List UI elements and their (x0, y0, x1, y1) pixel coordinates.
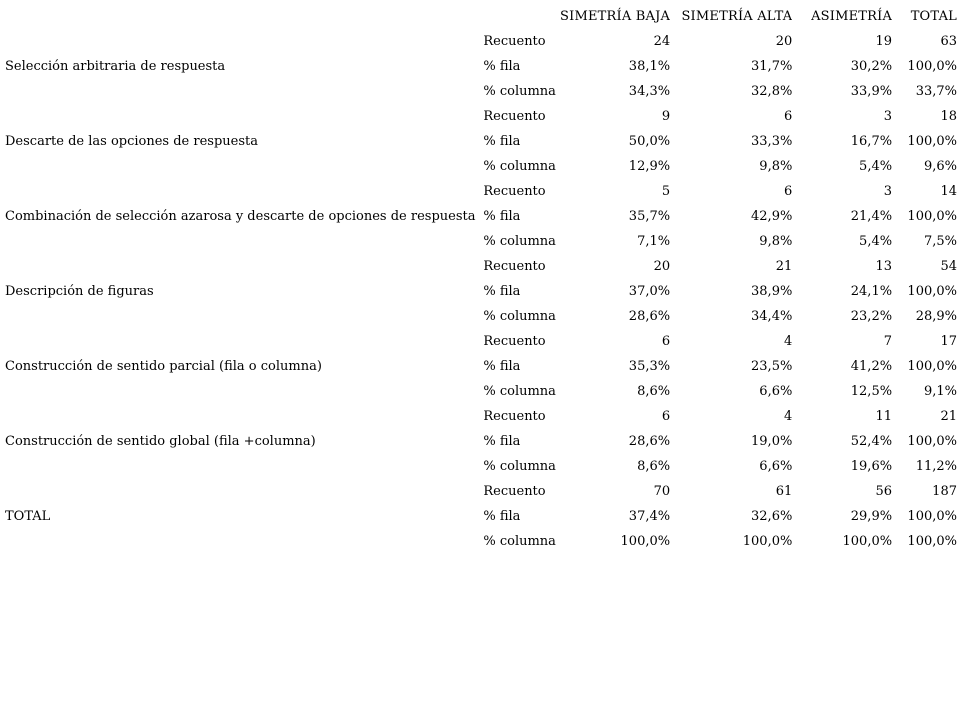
stat-label: % fila (483, 209, 521, 224)
cell-total: 100,0% (907, 359, 957, 374)
cell-simetria-baja: 6 (661, 409, 671, 424)
cell-simetria-baja: 24 (653, 34, 671, 49)
cell-simetria-baja: 7,1% (637, 234, 671, 249)
cell-total: 11,2% (915, 459, 957, 474)
table-row (5, 479, 957, 504)
cell-simetria-baja: 34,3% (628, 84, 671, 99)
cell-total: 54 (940, 259, 957, 274)
header-simetria-alta: SIMETRÍA ALTA (681, 9, 793, 24)
cell-asimetria: 11 (875, 409, 893, 424)
cell-total: 100,0% (907, 284, 957, 299)
category-spacer (5, 79, 483, 104)
cell-simetria-alta: 4 (784, 409, 793, 424)
cell-asimetria: 33,9% (850, 84, 893, 99)
stat-label: Recuento (483, 259, 546, 274)
stat-label: % columna (483, 309, 556, 324)
cell-asimetria: 41,2% (850, 359, 893, 374)
cell-asimetria: 5,4% (859, 234, 893, 249)
cell-total: 14 (940, 184, 957, 199)
table-row (5, 154, 957, 179)
cell-simetria-baja: 35,3% (628, 359, 671, 374)
table-row (5, 354, 957, 379)
category-spacer (5, 254, 483, 279)
cell-simetria-alta: 20 (775, 34, 793, 49)
table-row (5, 329, 957, 354)
cell-simetria-alta: 4 (784, 334, 793, 349)
cell-asimetria: 30,2% (850, 59, 893, 74)
stat-label: Recuento (483, 334, 546, 349)
cell-asimetria: 7 (883, 334, 893, 349)
category-label: Construcción de sentido parcial (fila o columna) (5, 359, 322, 374)
cell-total: 63 (940, 34, 957, 49)
table-row (5, 279, 957, 304)
cell-simetria-alta: 34,4% (751, 309, 793, 324)
crosstab-body (5, 29, 957, 554)
cell-total: 9,6% (923, 159, 957, 174)
cell-simetria-baja: 9 (661, 109, 671, 124)
cell-total: 100,0% (907, 59, 957, 74)
cell-simetria-alta: 23,5% (751, 359, 793, 374)
table-row (5, 104, 957, 129)
cell-simetria-alta: 9,8% (759, 234, 793, 249)
header-asimetria: ASIMETRÍA (811, 9, 893, 24)
table-row (5, 129, 957, 154)
cell-total: 100,0% (907, 534, 957, 549)
category-spacer (5, 454, 483, 479)
cell-asimetria: 5,4% (859, 159, 893, 174)
cell-simetria-baja: 38,1% (628, 59, 671, 74)
cell-simetria-alta: 19,0% (751, 434, 793, 449)
category-spacer (5, 329, 483, 354)
cell-total: 100,0% (907, 134, 957, 149)
cell-simetria-alta: 100,0% (742, 534, 793, 549)
category-spacer (5, 29, 483, 54)
header-total: TOTAL (910, 9, 957, 24)
category-label: TOTAL (5, 509, 51, 524)
cell-total: 21 (940, 409, 957, 424)
cell-total: 100,0% (907, 209, 957, 224)
stat-label: % fila (483, 434, 521, 449)
cell-simetria-alta: 32,8% (751, 84, 793, 99)
crosstab-table (5, 4, 957, 554)
cell-asimetria: 52,4% (850, 434, 893, 449)
cell-total: 33,7% (915, 84, 957, 99)
stat-label: % fila (483, 284, 521, 299)
cell-simetria-baja: 70 (653, 484, 671, 499)
category-spacer (5, 179, 483, 204)
cell-asimetria: 13 (875, 259, 893, 274)
category-spacer (5, 154, 483, 179)
cell-simetria-baja: 5 (661, 184, 671, 199)
table-row (5, 379, 957, 404)
stat-label: Recuento (483, 184, 546, 199)
cell-simetria-alta: 6 (784, 184, 793, 199)
cell-simetria-baja: 8,6% (637, 384, 671, 399)
cell-asimetria: 19 (875, 34, 893, 49)
cell-simetria-alta: 61 (775, 484, 793, 499)
cell-simetria-alta: 21 (775, 259, 793, 274)
table-row (5, 429, 957, 454)
cell-asimetria: 29,9% (850, 509, 893, 524)
table-row (5, 229, 957, 254)
cell-simetria-alta: 6 (784, 109, 793, 124)
cell-total: 18 (940, 109, 957, 124)
cell-asimetria: 16,7% (850, 134, 893, 149)
table-row (5, 504, 957, 529)
stat-label: % fila (483, 59, 521, 74)
cell-total: 28,9% (915, 309, 957, 324)
stat-label: % fila (483, 509, 521, 524)
cell-simetria-baja: 8,6% (637, 459, 671, 474)
cell-total: 100,0% (907, 509, 957, 524)
category-spacer (5, 404, 483, 429)
category-spacer (5, 479, 483, 504)
category-label: Descarte de las opciones de respuesta (5, 134, 258, 149)
cell-simetria-alta: 31,7% (751, 59, 793, 74)
cell-simetria-baja: 100,0% (620, 534, 671, 549)
cell-asimetria: 100,0% (842, 534, 893, 549)
cell-total: 17 (940, 334, 957, 349)
cell-total: 187 (932, 484, 957, 499)
category-label: Descripción de figuras (5, 284, 154, 299)
cell-asimetria: 3 (883, 184, 893, 199)
stat-label: % columna (483, 459, 556, 474)
table-row (5, 204, 957, 229)
cell-simetria-baja: 20 (653, 259, 671, 274)
category-label: Construcción de sentido global (fila +columna) (5, 434, 316, 449)
table-row (5, 304, 957, 329)
cell-asimetria: 24,1% (850, 284, 893, 299)
cell-simetria-baja: 37,4% (628, 509, 671, 524)
cell-simetria-alta: 42,9% (751, 209, 793, 224)
cell-asimetria: 21,4% (850, 209, 893, 224)
stat-label: % columna (483, 159, 556, 174)
table-row (5, 254, 957, 279)
stat-label: Recuento (483, 484, 546, 499)
cell-simetria-baja: 37,0% (628, 284, 671, 299)
stat-label: Recuento (483, 34, 546, 49)
category-spacer (5, 529, 483, 554)
stat-label: % columna (483, 84, 556, 99)
cell-simetria-baja: 50,0% (628, 134, 671, 149)
cell-asimetria: 3 (883, 109, 893, 124)
cell-asimetria: 19,6% (850, 459, 893, 474)
table-row (5, 54, 957, 79)
cell-asimetria: 56 (875, 484, 893, 499)
cell-simetria-baja: 28,6% (628, 309, 671, 324)
header-empty-category (5, 4, 483, 29)
category-spacer (5, 104, 483, 129)
cell-total: 9,1% (923, 384, 957, 399)
header-empty-stat (483, 4, 560, 29)
table-row (5, 179, 957, 204)
table-row (5, 79, 957, 104)
stat-label: % columna (483, 384, 556, 399)
cell-total: 7,5% (923, 234, 957, 249)
cell-simetria-alta: 33,3% (751, 134, 793, 149)
table-row (5, 529, 957, 554)
stat-label: % fila (483, 134, 521, 149)
table-row (5, 404, 957, 429)
stat-label: % fila (483, 359, 521, 374)
cell-asimetria: 23,2% (850, 309, 893, 324)
cell-total: 100,0% (907, 434, 957, 449)
cell-asimetria: 12,5% (850, 384, 893, 399)
stat-label: Recuento (483, 109, 546, 124)
table-row (5, 454, 957, 479)
category-spacer (5, 229, 483, 254)
cell-simetria-baja: 35,7% (628, 209, 671, 224)
category-label: Combinación de selección azarosa y descarte de opciones de respuesta (5, 209, 476, 224)
cell-simetria-baja: 28,6% (628, 434, 671, 449)
cell-simetria-alta: 6,6% (759, 384, 793, 399)
cell-simetria-baja: 12,9% (628, 159, 671, 174)
cell-simetria-alta: 32,6% (751, 509, 793, 524)
header-row (5, 4, 957, 29)
category-spacer (5, 379, 483, 404)
category-label: Selección arbitraria de respuesta (5, 59, 226, 74)
stat-label: % columna (483, 234, 556, 249)
cell-simetria-alta: 9,8% (759, 159, 793, 174)
cell-simetria-alta: 38,9% (751, 284, 793, 299)
cell-simetria-baja: 6 (661, 334, 671, 349)
stat-label: % columna (483, 534, 556, 549)
cell-simetria-alta: 6,6% (759, 459, 793, 474)
header-simetria-baja: SIMETRÍA BAJA (560, 9, 671, 24)
table-row (5, 29, 957, 54)
category-spacer (5, 304, 483, 329)
stat-label: Recuento (483, 409, 546, 424)
